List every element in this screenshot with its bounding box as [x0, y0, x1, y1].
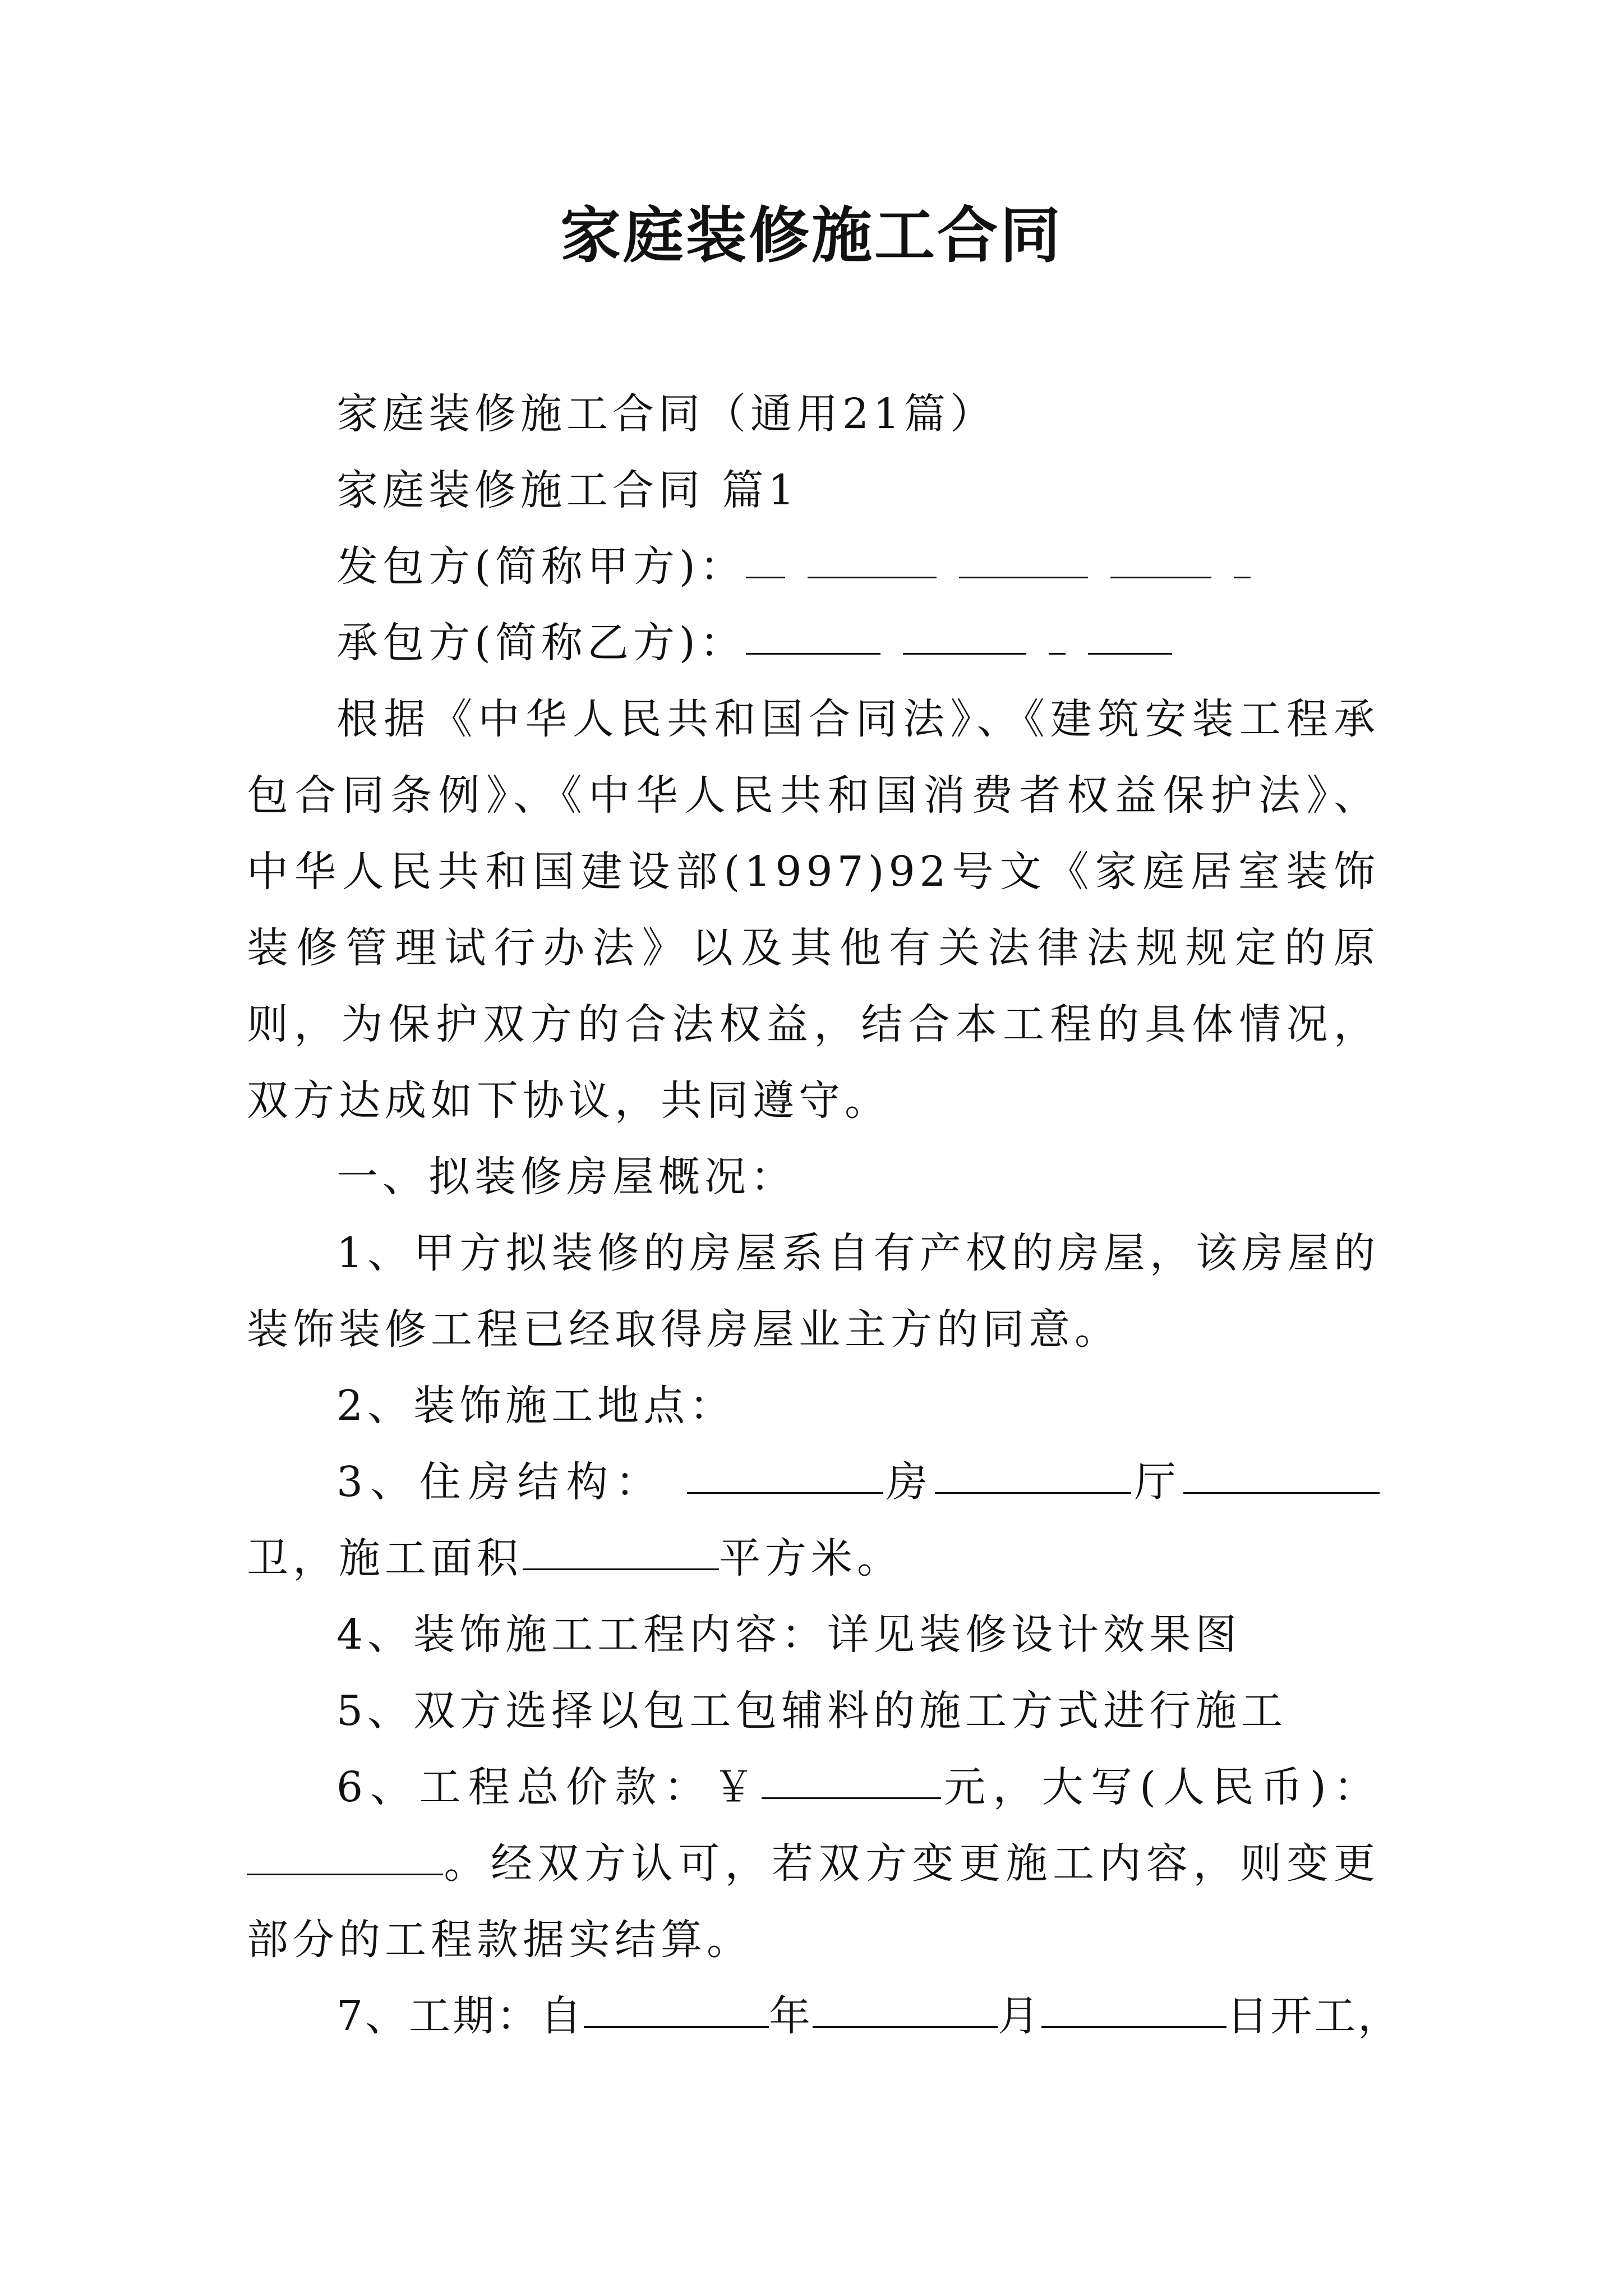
item-3-label: 3、住房结构：	[336, 1458, 665, 1506]
start-month-blank	[813, 2026, 998, 2028]
party-a-label: 发包方(简称甲方)：	[336, 542, 746, 591]
item-3-bath: 卫，	[247, 1534, 339, 1582]
party-a-blank	[959, 576, 1088, 578]
hall-count-blank	[935, 1492, 1131, 1494]
section-heading: 家庭装修施工合同 篇1	[336, 466, 799, 514]
area-blank	[523, 1568, 719, 1570]
party-a-blank	[746, 576, 785, 578]
preamble-paragraph: 根据《中华人民共和国合同法》、《建筑安装工程承包合同条例》、《中华人民共和国消费者权益保护法》、中华人民共和国建设部(1997)92号文《家庭居室装饰装修管理试行办法》以及其他有关法律法规规定的原则，为保护双方的合法权益，结合本工程的具体情况，双方达成如下协议，共同遵守。	[247, 695, 1380, 1125]
document-subtitle: 家庭装修施工合同（通用21篇）	[336, 390, 997, 438]
item-7-month: 月	[998, 1992, 1042, 2040]
bath-count-blank	[1183, 1492, 1380, 1494]
document-title: 家庭装修施工合同	[560, 200, 1063, 271]
item-6-label: 6、工程总价款：￥	[336, 1763, 762, 1811]
item-2: 2、装饰施工地点：	[336, 1382, 736, 1430]
party-b-blank	[903, 652, 1026, 655]
start-day-blank	[1041, 2026, 1227, 2028]
party-b-label: 承包方(简称乙方)：	[336, 619, 746, 667]
item-1: 1、甲方拟装修的房屋系自有产权的房屋，该房屋的装饰装修工程已经取得房屋业主方的同意。	[247, 1229, 1380, 1354]
party-b-blank	[1088, 652, 1172, 655]
party-b-blank	[746, 652, 880, 655]
party-a-blank	[808, 576, 937, 578]
item-4: 4、装饰施工工程内容：详见装修设计效果图	[336, 1611, 1242, 1659]
clause-1-heading: 一、拟装修房屋概况：	[336, 1153, 796, 1201]
party-b-blank	[1049, 652, 1066, 655]
price-uppercase-blank	[247, 1873, 443, 1875]
item-6-yuan: 元，大写(人民币)：	[941, 1763, 1380, 1811]
room-count-blank	[687, 1492, 883, 1494]
item-3-area-label: 施工面积	[339, 1534, 523, 1582]
item-7-year: 年	[769, 1992, 813, 2040]
item-3-hall: 厅	[1131, 1458, 1184, 1506]
item-7-label: 7、工期：自	[336, 1992, 584, 2040]
start-year-blank	[584, 2026, 769, 2028]
item-7-day: 日开工，	[1227, 1992, 1402, 2040]
item-6-rest: 。经双方认可，若双方变更施工内容，则变更部分的工程款据实结算。	[247, 1839, 1380, 1964]
party-a-line	[247, 528, 1380, 605]
party-a-blank	[1234, 576, 1251, 578]
item-5: 5、双方选择以包工包辅料的施工方式进行施工	[336, 1687, 1288, 1735]
item-3	[247, 1444, 1380, 1596]
item-7	[247, 1978, 1402, 2054]
document-body	[247, 376, 1402, 2054]
party-a-blank	[1110, 576, 1211, 578]
item-6	[247, 1749, 1380, 1978]
total-price-blank	[762, 1797, 941, 1799]
item-3-room: 房	[883, 1458, 935, 1506]
party-b-line	[247, 605, 1380, 681]
item-3-area-unit: 平方米。	[719, 1534, 903, 1582]
